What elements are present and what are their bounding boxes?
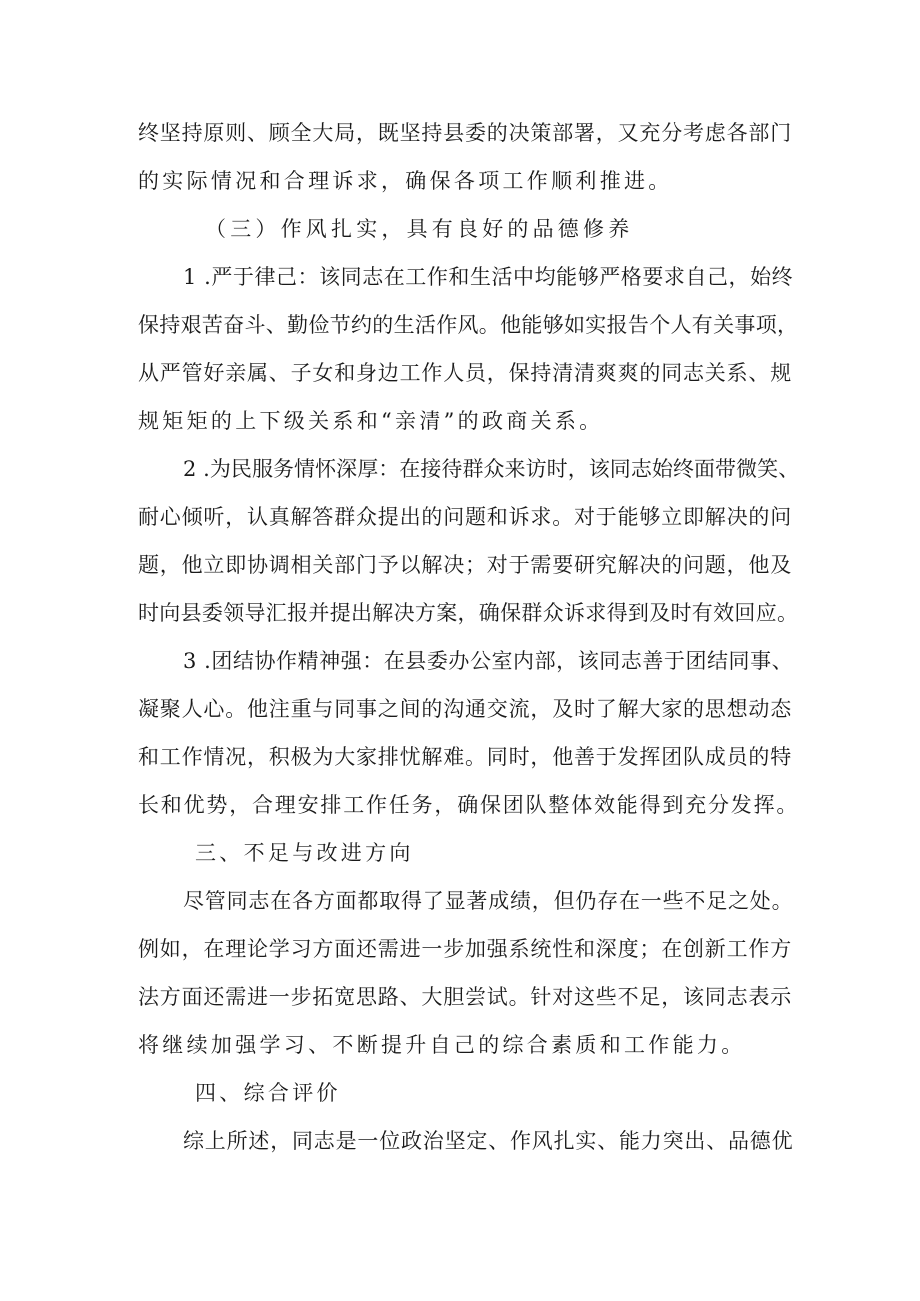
paragraph-line: 将继续加强学习、不断提升自己的综合素质和工作能力。 bbox=[138, 1033, 746, 1057]
paragraph-line: 长和优势，合理安排工作任务，确保团队整体效能得到充分发挥。 bbox=[138, 793, 800, 817]
paragraph-line: 规矩矩的上下级关系和“亲清”的政商关系。 bbox=[138, 409, 604, 433]
paragraph-line: 尽管同志在各方面都取得了显著成绩，但仍存在一些不足之处。 bbox=[183, 889, 794, 913]
paragraph-line: 3 .团结协作精神强：在县委办公室内部，该同志善于团结同事、 bbox=[183, 649, 794, 673]
paragraph-line: 和工作情况，积极为大家排忧解难。同时，他善于发挥团队成员的特 bbox=[138, 745, 792, 769]
paragraph-line: 从严管好亲属、子女和身边工作人员，保持清清爽爽的同志关系、规 bbox=[138, 361, 792, 385]
paragraph-line: 凝聚人心。他注重与同事之间的沟通交流，及时了解大家的思想动态 bbox=[138, 697, 792, 721]
paragraph-line: 1 .严于律己：该同志在工作和生活中均能够严格要求自己，始终 bbox=[183, 265, 794, 289]
paragraph-line: 的实际情况和合理诉求，确保各项工作顺利推进。 bbox=[138, 169, 673, 193]
section-heading-zuofeng: （三）作风扎实，具有良好的品德修养 bbox=[205, 217, 634, 241]
paragraph-line: 终坚持原则、顾全大局，既坚持县委的决策部署，又充分考虑各部门 bbox=[138, 121, 792, 145]
paragraph-line: 综上所述，同志是一位政治坚定、作风扎实、能力突出、品德优 bbox=[183, 1129, 794, 1153]
paragraph-line: 保持艰苦奋斗、勤俭节约的生活作风。他能够如实报告个人有关事项， bbox=[138, 313, 799, 337]
section-heading-zonghe: 四、综合评价 bbox=[195, 1081, 341, 1105]
paragraph-line: 题，他立即协调相关部门予以解决；对于需要研究解决的问题，他及 bbox=[138, 553, 792, 577]
section-heading-buzu: 三、不足与改进方向 bbox=[195, 841, 414, 865]
paragraph-line: 时向县委领导汇报并提出解决方案，确保群众诉求得到及时有效回应。 bbox=[138, 601, 799, 625]
paragraph-line: 法方面还需进一步拓宽思路、大胆尝试。针对这些不足，该同志表示 bbox=[138, 985, 792, 1009]
paragraph-line: 耐心倾听，认真解答群众提出的问题和诉求。对于能够立即解决的问 bbox=[138, 505, 792, 529]
paragraph-line: 2 .为民服务情怀深厚：在接待群众来访时，该同志始终面带微笑、 bbox=[183, 457, 800, 481]
paragraph-line: 例如，在理论学习方面还需进一步加强系统性和深度；在创新工作方 bbox=[138, 937, 792, 961]
